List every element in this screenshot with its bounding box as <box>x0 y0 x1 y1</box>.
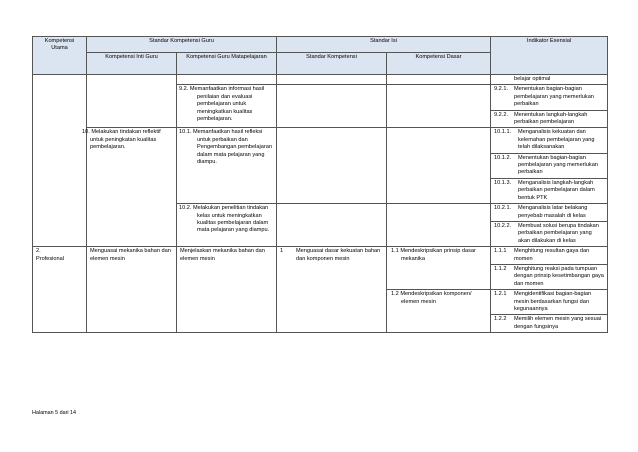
page-footer: Halaman 5 dari 14 <box>32 410 77 416</box>
header-kompetensi-dasar: Kompetensi Dasar <box>387 53 491 75</box>
header-standar-isi: Standar Isi <box>277 37 491 53</box>
indicator-group-10-1 <box>491 128 608 204</box>
indicator-text: Menganalisis kekuatan dan kelemahan pembelajaran yang telah dilaksanakan <box>518 129 595 151</box>
list-item <box>491 290 607 315</box>
mapel-cell-10-2: 10.2. Melakukan penelitian tindakan kelas untuk meningkatkan kualitas pembelajaran dalam mata pelajaran yang diampu. <box>177 204 277 247</box>
indicator-number: 1.2.1 <box>494 291 507 298</box>
cell-empty <box>277 204 387 247</box>
table-row <box>33 128 608 204</box>
header-indikator-esensial: Indikator Esensial <box>491 37 608 75</box>
cell-empty <box>177 75 277 85</box>
kd-cell-1-2: 1.2 Mendeskripsikan komponen/ elemen mesin <box>387 290 491 333</box>
mapel-cell-mekanika: Menjelaskan mekanika bahan dan elemen mesin <box>177 247 277 333</box>
indicator-text: Menentukan bagian-bagian pembelajaran yang memerlukan perbaikan <box>514 86 594 108</box>
indicator-text: Menganalisis latar belakang penyebab masalah di kelas <box>518 205 588 219</box>
indicator-number: 10.1.3. <box>494 179 512 186</box>
indicator-text: Menghitung resultan gaya dan momen <box>514 248 590 262</box>
header-kompetensi-inti-guru: Kompetensi Inti Guru <box>87 53 177 75</box>
header-standar-kompetensi-guru: Standar Kompetensi Guru <box>87 37 277 53</box>
cell-empty <box>277 85 387 128</box>
mapel-cell-10-1: 10.1. Memanfaatkan hasil refleksi untuk perbaikan dan Pengembangan pembelajaran dalam mata pelajaran yang diampu. <box>177 128 277 204</box>
cell-inti-empty <box>87 75 177 128</box>
inti-cell-mekanika: Menguasai mekanika bahan dan elemen mesin <box>87 247 177 333</box>
cell-empty <box>277 75 387 85</box>
list-item <box>491 179 607 203</box>
list-item <box>491 265 607 289</box>
list-item <box>491 222 607 246</box>
indicator-number: 9.2.1. <box>494 86 508 93</box>
list-item <box>491 154 607 179</box>
list-item <box>491 111 607 128</box>
list-item <box>491 85 607 110</box>
indicator-text: Menentukan langkah-langkah perbaikan pembelajaran <box>514 111 588 126</box>
indicator-number: 10.1.1. <box>494 129 512 136</box>
indicator-number: 1.1.2 <box>494 265 507 272</box>
cell-empty <box>387 75 491 85</box>
indicator-text: Memilih elemen mesin yang sesuai dengan fungsinya <box>514 316 602 330</box>
indicator-group-10-2 <box>491 204 608 247</box>
indicator-number: 9.2.2. <box>494 111 508 118</box>
cell-empty <box>387 204 491 247</box>
list-item <box>491 128 607 153</box>
indicator-text: Menghitung reaksi pada tumpuan dengan prinsip kesetimbangan gaya dan momen <box>514 265 604 287</box>
table-row <box>33 75 608 85</box>
mapel-cell-9-2: 9.2. Memanfaatkan informasi hasil penilaian dan evaluasi pembelajaran untuk meningkatkan kualitas pembelajaran. <box>177 85 277 128</box>
cell-empty <box>387 128 491 204</box>
sk-cell-1 <box>277 247 387 333</box>
cell-empty <box>277 128 387 204</box>
indicator-text: Menentukan bagian-bagian pembelajaran yang memerlukan perbaikan <box>518 154 598 176</box>
list-item <box>491 204 607 222</box>
indicator-text: Membuat solusi berupa tindakan perbaikan pembelajaran yang akan dilakukan di kelas <box>518 222 599 244</box>
indicator-number: 10.1.2. <box>494 154 512 161</box>
competency-table <box>32 36 608 333</box>
indicator-group-1-1 <box>491 247 608 290</box>
indicator-number: 10.2.1. <box>494 205 512 212</box>
header-kompetensi-utama: Kompetensi Utama <box>33 37 87 75</box>
header-standar-kompetensi: Standar Kompetensi <box>277 53 387 75</box>
indicator-number: 1.2.2 <box>494 316 507 323</box>
sk-text: Menguasai dasar kekuatan bahan dan komponen mesin <box>296 248 381 262</box>
list-item <box>491 247 607 265</box>
indicator-number: 10.2.2. <box>494 222 512 229</box>
inti-cell-10: 10. Melakukan tindakan reflektif untuk peningkatan kualitas pembelajaran. <box>87 128 177 247</box>
indicator-text: Mengidentifikasi bagian-bagian mesin berdasarkan fungsi dan kegunaannya <box>514 291 592 312</box>
kd-cell-1-1: 1.1 Mendeskripsikan prinsip dasar mekanika <box>387 247 491 290</box>
indicator-text: Menganalisis langkah-langkah perbaikan pembelajaran dalam bentuk PTK <box>518 179 595 201</box>
list-item <box>491 315 607 332</box>
indicator-cell: belajar optimal <box>491 75 608 85</box>
indicator-group-1-2 <box>491 290 608 333</box>
indicator-group-9-2 <box>491 85 608 128</box>
indicator-number: 1.1.1 <box>494 248 507 255</box>
header-kompetensi-guru-mapel: Kompetensi Guru Matapelajaran <box>177 53 277 75</box>
cell-empty <box>387 85 491 128</box>
cell-utama-empty <box>33 75 87 247</box>
sk-number: 1 <box>280 248 284 255</box>
table-row <box>33 247 608 290</box>
utama-cell-profesional <box>33 247 87 333</box>
utama-label: Profesional <box>36 255 64 262</box>
utama-number: 2. <box>36 248 41 255</box>
